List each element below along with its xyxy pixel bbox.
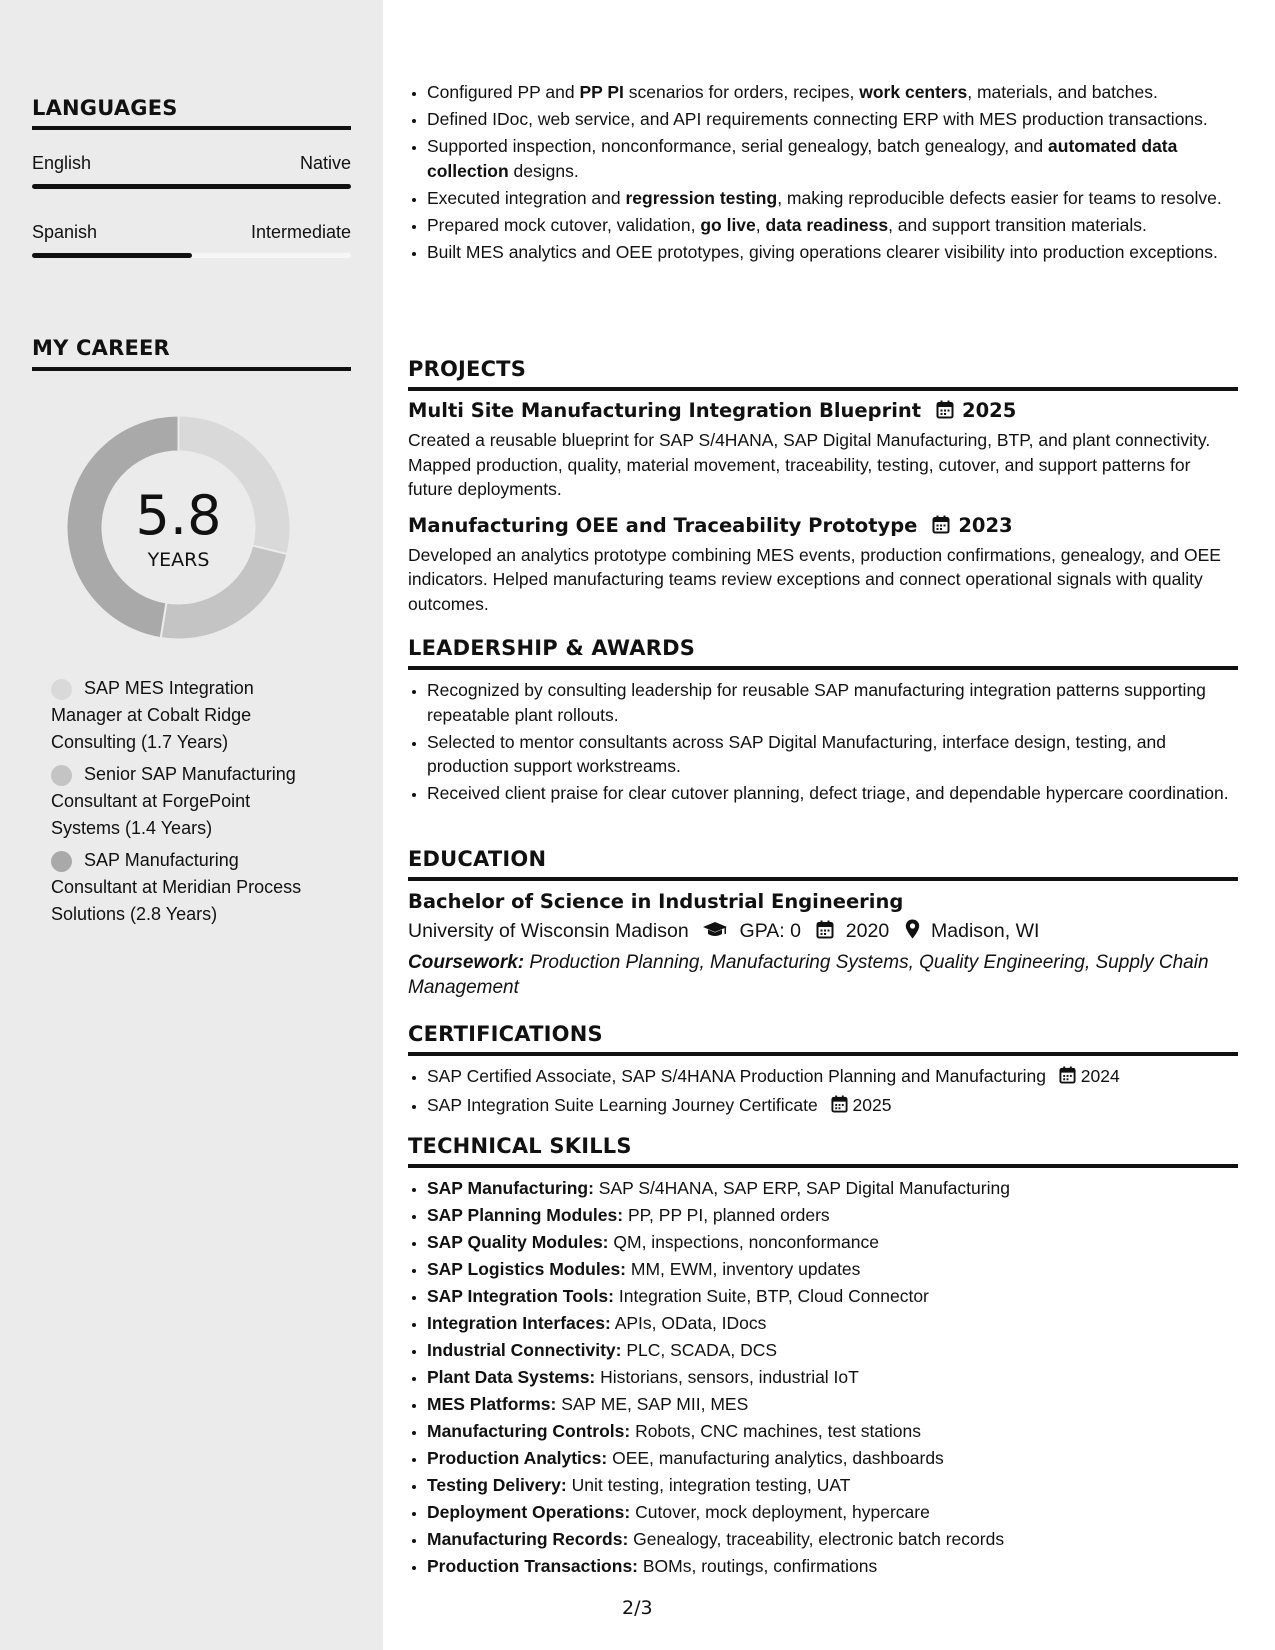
certifications-divider — [408, 1052, 1238, 1056]
career-total-unit: YEARS — [147, 549, 210, 571]
skill-label: Manufacturing Records: — [427, 1529, 629, 1549]
school-name: University of Wisconsin Madison — [408, 920, 689, 942]
graduation-year: 2020 — [845, 920, 890, 942]
certification-year: 2025 — [852, 1095, 892, 1115]
experience-bullet — [427, 213, 1238, 238]
location-pin-icon — [905, 919, 920, 945]
skill-item — [427, 1311, 1238, 1336]
skill-value: PP, PP PI, planned orders — [627, 1205, 830, 1225]
career-item — [51, 847, 321, 928]
calendar-icon — [932, 515, 950, 539]
career-legend-dot — [51, 765, 72, 786]
skills-section — [408, 1134, 1238, 1581]
skill-item — [427, 1284, 1238, 1309]
language-bar-track — [32, 253, 351, 258]
text-run: Executed integration and — [427, 187, 626, 208]
projects-heading: PROJECTS — [408, 357, 527, 381]
skill-label: Production Analytics: — [427, 1448, 608, 1468]
skills-heading: TECHNICAL SKILLS — [408, 1134, 632, 1158]
skill-item — [427, 1554, 1238, 1579]
skill-value: BOMs, routings, confirmations — [642, 1556, 878, 1576]
bold-run: automated data collection — [427, 136, 1178, 181]
experience-bullet — [427, 107, 1238, 132]
leadership-item: • Received client praise for clear cutover planning, defect triage, and dependable hypercare coordination. — [427, 781, 1238, 806]
skill-item — [427, 1500, 1238, 1525]
skill-value: Historians, sensors, industrial IoT — [600, 1367, 859, 1387]
skill-label: Production Transactions: — [427, 1556, 638, 1576]
language-level: Intermediate — [250, 222, 351, 242]
page-number: 2/3 — [622, 1597, 653, 1619]
skill-label: Integration Interfaces: — [427, 1313, 611, 1333]
skill-label: SAP Logistics Modules: — [427, 1259, 627, 1279]
skill-label: Testing Delivery: — [427, 1475, 567, 1495]
skill-value: Robots, CNC machines, test stations — [635, 1421, 922, 1441]
skill-item — [427, 1365, 1238, 1390]
graduation-cap-icon — [702, 921, 728, 945]
coursework-label: Coursework: — [408, 952, 525, 973]
certification-name: SAP Integration Suite Learning Journey Certificate — [427, 1095, 818, 1115]
languages-heading: LANGUAGES — [32, 96, 178, 120]
language-level: Native — [299, 153, 351, 173]
career-legend-dot — [51, 679, 72, 700]
projects-section — [408, 357, 1238, 616]
bold-run: work centers — [859, 82, 968, 102]
coursework-list: Production Planning, Manufacturing Systems, Quality Engineering, Supply Chain Management — [408, 952, 1209, 998]
career-legend-dot — [51, 851, 72, 872]
skill-value: QM, inspections, nonconformance — [613, 1232, 879, 1252]
skill-value: PLC, SCADA, DCS — [626, 1340, 778, 1360]
leadership-item: • Selected to mentor consultants across SAP Digital Manufacturing, interface design, testing, and production support workstreams. — [427, 730, 1238, 779]
career-item-text: Senior SAP Manufacturing Consultant at ForgePoint Systems (1.4 Years) — [51, 764, 296, 838]
skill-value: Genealogy, traceability, electronic batch records — [633, 1529, 1005, 1549]
career-item-text: SAP Manufacturing Consultant at Meridian Process Solutions (2.8 Years) — [51, 850, 302, 924]
experience-bullet — [427, 80, 1238, 105]
text-run: Configured PP and — [427, 82, 580, 102]
calendar-icon — [1059, 1066, 1076, 1091]
project-entry — [408, 399, 1238, 502]
experience-continued — [408, 80, 1238, 267]
text-run: , — [755, 214, 766, 235]
calendar-icon — [936, 400, 954, 424]
skill-label: MES Platforms: — [427, 1394, 557, 1414]
skill-value: OEE, manufacturing analytics, dashboards — [612, 1448, 944, 1468]
text-run: Supported inspection, nonconformance, serial genealogy, batch genealogy, and — [427, 136, 1049, 156]
skill-label: Deployment Operations: — [427, 1502, 631, 1522]
experience-bullet-list — [408, 80, 1238, 264]
career-total-years: 5.8 — [135, 484, 222, 547]
language-bar-fill — [32, 253, 192, 258]
skill-label: Manufacturing Controls: — [427, 1421, 631, 1441]
text-run: Built MES analytics and OEE prototypes, giving operations clearer visibility into production exceptions. — [427, 241, 1218, 262]
bold-run: go live — [700, 214, 756, 235]
text-run: , making reproducible defects easier for teams to resolve. — [777, 187, 1222, 208]
language-name: English — [32, 153, 92, 173]
skill-label: SAP Quality Modules: — [427, 1232, 609, 1252]
career-item-text: SAP MES Integration Manager at Cobalt Ridge Consulting (1.7 Years) — [51, 678, 254, 752]
experience-bullet — [427, 134, 1238, 183]
experience-bullet — [427, 186, 1238, 211]
skill-item — [427, 1527, 1238, 1552]
calendar-icon — [816, 920, 834, 945]
project-title: Manufacturing OEE and Traceability Prototype — [408, 513, 918, 537]
bold-run: data readiness — [765, 214, 889, 235]
text-run: Defined IDoc, web service, and API requirements connecting ERP with MES production transactions. — [427, 109, 1208, 129]
projects-divider — [408, 387, 1238, 391]
project-year: 2023 — [958, 513, 1013, 537]
skill-value: Cutover, mock deployment, hypercare — [635, 1502, 930, 1522]
education-divider — [408, 877, 1238, 881]
bold-run: PP PI — [579, 82, 624, 102]
skill-item — [427, 1419, 1238, 1444]
skills-list — [408, 1176, 1238, 1579]
education-section — [408, 847, 1238, 1000]
project-description: Created a reusable blueprint for SAP S/4HANA, SAP Digital Manufacturing, BTP, and plant connectivity. Mapped production, quality, material movement, traceability, testing, cutover, and support patterns for future deployments. — [408, 430, 1211, 499]
leadership-list — [408, 678, 1238, 806]
sidebar — [0, 0, 383, 1650]
language-bar-track — [32, 184, 351, 189]
skill-item — [427, 1473, 1238, 1498]
leadership-section — [408, 636, 1238, 808]
project-entry — [408, 514, 1238, 617]
skill-label: SAP Manufacturing: — [427, 1178, 594, 1198]
language-bar-fill — [32, 184, 351, 189]
skills-divider — [408, 1164, 1238, 1168]
education-meta — [408, 919, 1238, 945]
skill-label: Industrial Connectivity: — [427, 1340, 622, 1360]
skill-item — [427, 1257, 1238, 1282]
skill-item — [427, 1176, 1238, 1201]
education-heading: EDUCATION — [408, 847, 547, 871]
certification-item — [427, 1093, 1238, 1120]
education-location: Madison, WI — [931, 920, 1040, 942]
certification-year: 2024 — [1080, 1066, 1120, 1086]
career-item — [51, 761, 321, 842]
text-run: scenarios for orders, recipes, — [623, 82, 860, 102]
skill-item — [427, 1203, 1238, 1228]
skill-item — [427, 1392, 1238, 1417]
text-run: , and support transition materials. — [888, 214, 1147, 235]
skill-value: SAP ME, SAP MII, MES — [561, 1394, 749, 1414]
certifications-list — [408, 1064, 1238, 1120]
text-run: , materials, and batches. — [967, 82, 1158, 102]
skill-item — [427, 1230, 1238, 1255]
leadership-item: • Recognized by consulting leadership for reusable SAP manufacturing integration patterns supporting repeatable plant rollouts. — [427, 678, 1238, 727]
certification-item — [427, 1064, 1238, 1091]
certifications-heading: CERTIFICATIONS — [408, 1022, 603, 1046]
text-run: Prepared mock cutover, validation, — [427, 214, 701, 235]
languages-divider — [32, 126, 351, 130]
project-description: Developed an analytics prototype combining MES events, production confirmations, genealogy, and OEE indicators. Helped manufacturing teams review exceptions and connect operational signals with quality outcomes. — [408, 544, 1221, 614]
skill-value: APIs, OData, IDocs — [614, 1313, 767, 1333]
skill-value: SAP S/4HANA, SAP ERP, SAP Digital Manufacturing — [598, 1178, 1010, 1198]
experience-bullet — [427, 240, 1238, 265]
text-run: designs. — [508, 160, 579, 181]
leadership-divider — [408, 666, 1238, 670]
project-title: Multi Site Manufacturing Integration Blueprint — [408, 399, 922, 422]
career-heading: MY CAREER — [32, 336, 170, 360]
skill-label: Plant Data Systems: — [427, 1367, 596, 1387]
bold-run: regression testing — [625, 187, 778, 208]
career-item — [51, 675, 321, 756]
career-list — [51, 675, 321, 933]
skill-value: Integration Suite, BTP, Cloud Connector — [618, 1286, 929, 1306]
language-name: Spanish — [32, 222, 98, 242]
certification-name: SAP Certified Associate, SAP S/4HANA Production Planning and Manufacturing — [427, 1066, 1047, 1086]
certifications-section — [408, 1022, 1238, 1122]
career-divider — [32, 367, 351, 371]
gpa: GPA: 0 — [739, 920, 801, 942]
skill-label: SAP Planning Modules: — [427, 1205, 624, 1225]
calendar-icon — [831, 1095, 848, 1120]
skill-value: Unit testing, integration testing, UAT — [571, 1475, 851, 1495]
skill-value: MM, EWM, inventory updates — [630, 1259, 861, 1279]
skill-item — [427, 1338, 1238, 1363]
degree-title: Bachelor of Science in Industrial Engineering — [408, 890, 904, 913]
leadership-heading: LEADERSHIP & AWARDS — [408, 636, 696, 660]
project-year: 2025 — [962, 399, 1017, 422]
skill-label: SAP Integration Tools: — [427, 1286, 614, 1306]
skill-item — [427, 1446, 1238, 1471]
coursework — [408, 951, 1238, 1000]
